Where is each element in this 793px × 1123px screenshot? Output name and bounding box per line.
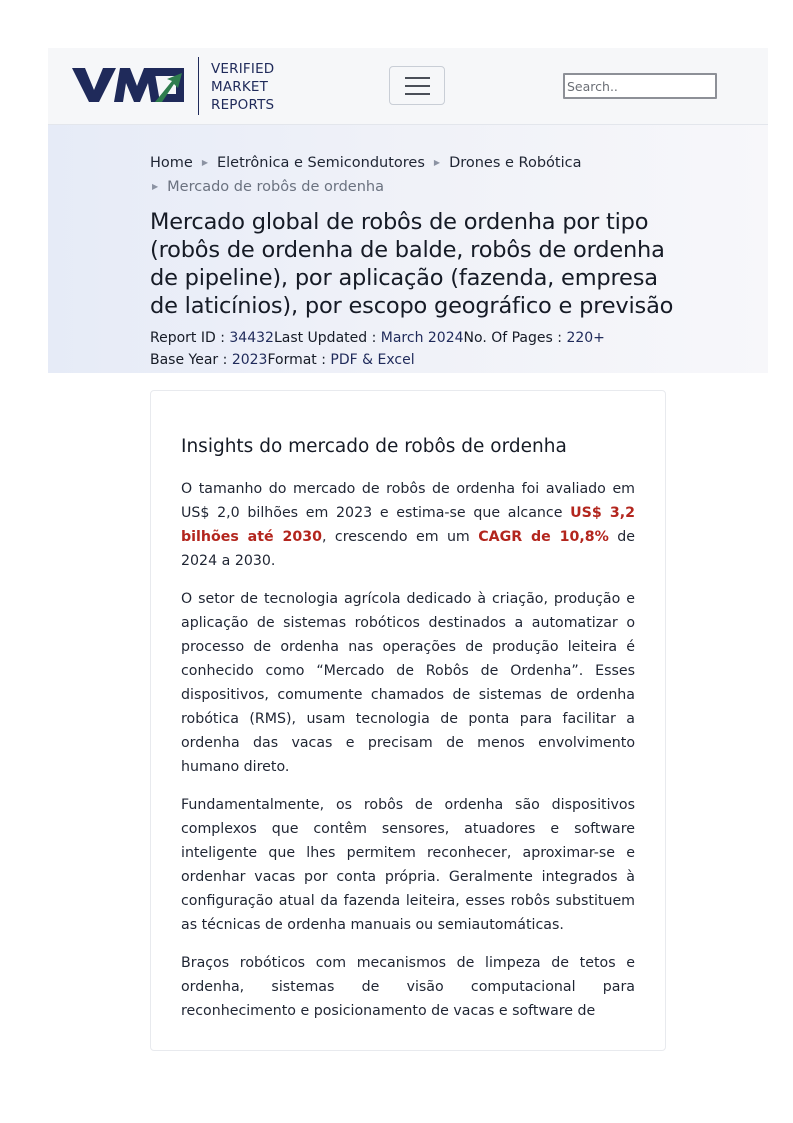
meta-row-2 <box>150 349 680 371</box>
insights-body <box>181 477 635 1037</box>
site-header <box>48 48 768 125</box>
base-year-value: 2023 <box>231 352 268 368</box>
last-updated-label: Last Updated : <box>273 330 381 346</box>
p1-text-b: , crescendo em um <box>321 529 479 545</box>
logo-line-verified: VERIFIED <box>211 61 275 77</box>
p1-text-a: O tamanho do mercado de robôs de ordenha foi avaliado em US$ 2,0 bilhões em 2023 e estima-se que alcance <box>181 481 635 521</box>
insights-card <box>150 390 666 1051</box>
page-title: Mercado global de robôs de ordenha por tipo (robôs de ordenha de balde, robôs de ordenha de pipeline), por aplicação (fazenda, empresa de laticínios), por escopo geográfico e previsão <box>150 209 674 319</box>
logo-line-reports: REPORTS <box>211 97 275 113</box>
format-label: Format : <box>267 352 331 368</box>
report-id-label: Report ID : <box>150 330 230 346</box>
breadcrumb <box>150 151 670 199</box>
meta-row-1 <box>150 327 680 349</box>
base-year-label: Base Year : <box>150 352 232 368</box>
breadcrumb-drones[interactable]: Drones e Robótica <box>449 155 582 171</box>
pages-label: No. Of Pages : <box>463 330 567 346</box>
chevron-right-icon: ▶ <box>201 158 208 167</box>
report-meta <box>150 327 680 371</box>
chevron-right-icon: ▶ <box>152 182 159 191</box>
pages-value: 220+ <box>566 330 605 346</box>
vmr-logo-mark <box>72 66 184 106</box>
vmr-logo[interactable] <box>72 66 184 106</box>
p1-text-c: de 2024 a 2030. <box>181 529 636 569</box>
last-updated-value: March 2024 <box>380 330 464 346</box>
insights-paragraph-1 <box>181 477 635 573</box>
format-value: PDF & Excel <box>330 352 415 368</box>
breadcrumb-electronics[interactable]: Eletrônica e Semicondutores <box>216 155 425 171</box>
logo-wordmark <box>211 60 291 114</box>
menu-toggle-button[interactable] <box>389 66 445 105</box>
insights-paragraph-4: Braços robóticos com mecanismos de limpeza de tetos e ordenha, sistemas de visão computacional para reconhecimento e posicionamento de vacas e software de <box>181 955 635 1019</box>
insights-paragraph-3: Fundamentalmente, os robôs de ordenha são dispositivos complexos que contêm sensores, atuadores e software inteligente que lhes permitem reconhecer, aproximar-se e ordenhar vacas por conta própria. Geralmente integrados à configuração atual da fazenda leiteira, esses robôs substituem as técnicas de ordenha manuais ou semiautomáticas. <box>181 797 635 933</box>
market-size-highlight: US$ 3,2 bilhões até 2030 <box>181 505 635 545</box>
search-input[interactable] <box>563 73 717 99</box>
breadcrumb-current: Mercado de robôs de ordenha <box>167 179 384 195</box>
chevron-right-icon: ▶ <box>433 158 441 167</box>
report-id-value: 34432 <box>229 330 274 346</box>
breadcrumb-home[interactable]: Home <box>150 155 193 171</box>
insights-paragraph-2: O setor de tecnologia agrícola dedicado à criação, produção e aplicação de sistemas robóticos destinados a automatizar o processo de ordenha nas operações de produção leiteira é conhecido como “Mercado de Robôs de Ordenha”. Esses dispositivos, comumente chamados de sistemas de ordenha robótica (RMS), usam tecnologia de ponta para facilitar a ordenha das vacas e precisam de menos envolvimento humano direto. <box>181 591 635 775</box>
logo-divider <box>198 57 199 115</box>
cagr-highlight: CAGR de 10,8% <box>478 529 609 545</box>
logo-line-market: MARKET <box>211 79 269 95</box>
report-hero <box>48 125 768 373</box>
insights-heading: Insights do mercado de robôs de ordenha <box>181 436 567 457</box>
